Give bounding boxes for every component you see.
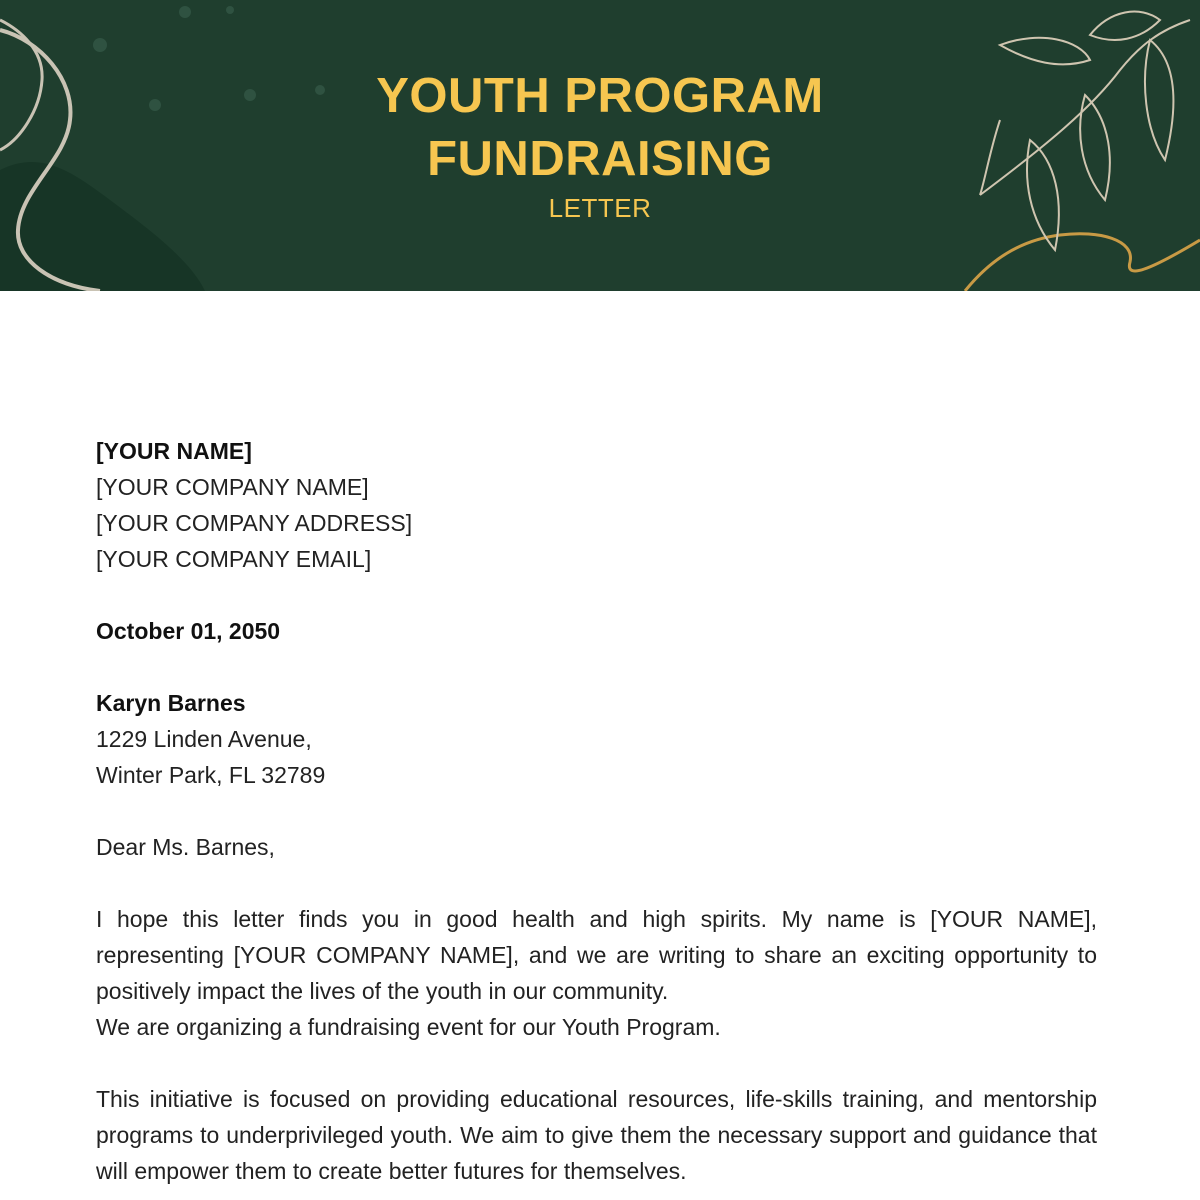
sender-company-email: [YOUR COMPANY EMAIL]	[96, 546, 372, 572]
right-gold-curve	[965, 234, 1200, 291]
title-line-1: YOUTH PROGRAM	[376, 69, 824, 123]
body-paragraph-2: This initiative is focused on providing educational resources, life-skills training, and mentorship programs to underprivileged youth. We aim to give them the necessary support and guidance that will empower them to create better futures for themselves.	[96, 1086, 1097, 1184]
body-paragraph-1-extra: We are organizing a fundraising event for our Youth Program.	[96, 1014, 721, 1040]
subtitle: LETTER	[548, 193, 652, 223]
recipient-street: 1229 Linden Avenue,	[96, 726, 312, 752]
salutation: Dear Ms. Barnes,	[96, 834, 275, 860]
title-line-2: FUNDRAISING	[427, 132, 773, 186]
sender-company-address: [YOUR COMPANY ADDRESS]	[96, 510, 413, 536]
header-banner	[0, 0, 1200, 291]
body-paragraph-1: I hope this letter finds you in good health and high spirits. My name is [YOUR NAME], representing [YOUR COMPANY NAME], and we are writing to share an exciting opportunity to positively impact the lives of the youth in our community.	[96, 906, 1097, 1004]
letter-body	[96, 433, 1097, 1189]
recipient-city: Winter Park, FL 32789	[96, 762, 326, 788]
recipient-name: Karyn Barnes	[96, 690, 246, 716]
sender-company-name: [YOUR COMPANY NAME]	[96, 474, 369, 500]
letter-date: October 01, 2050	[96, 618, 281, 644]
sender-name: [YOUR NAME]	[96, 438, 252, 464]
